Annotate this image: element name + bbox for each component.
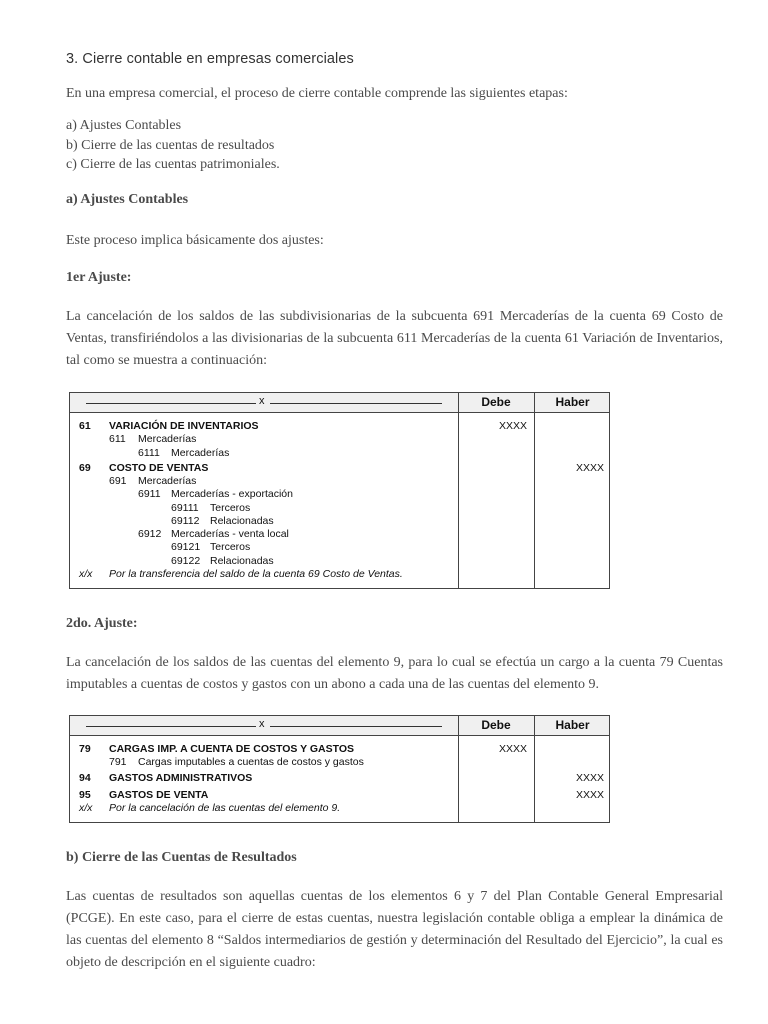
header-rule: [86, 726, 256, 727]
adjustment-2-title: 2do. Ajuste:: [66, 616, 138, 631]
header-haber: Haber: [555, 395, 590, 409]
account-name: Mercaderías - exportación: [171, 488, 293, 500]
debe-amount: XXXX: [499, 743, 528, 755]
account-name: COSTO DE VENTAS: [109, 462, 209, 474]
stage-item: c) Cierre de las cuentas patrimoniales.: [66, 157, 280, 172]
account-name: CARGAS IMP. A CUENTA DE COSTOS Y GASTOS: [109, 743, 355, 755]
account-name: GASTOS ADMINISTRATIVOS: [109, 772, 253, 784]
account-code: 791: [109, 756, 127, 768]
column-divider: [458, 393, 459, 588]
account-name: VARIACIÓN DE INVENTARIOS: [109, 420, 259, 432]
header-x-label: x: [259, 395, 265, 407]
account-name: GASTOS DE VENTA: [109, 789, 209, 801]
account-code: 69111: [171, 502, 199, 514]
account-name: Relacionadas: [210, 515, 274, 527]
account-code: 611: [109, 433, 126, 445]
section-a-intro: Este proceso implica básicamente dos ajustes:: [66, 233, 324, 248]
haber-amount: XXXX: [576, 462, 605, 474]
stages-list: [66, 116, 280, 175]
account-code: 69: [79, 462, 91, 474]
account-code: 6111: [138, 447, 160, 459]
account-code: 691: [109, 475, 127, 487]
journal-table-1: [69, 392, 610, 589]
section-a-title: a) Ajustes Contables: [66, 192, 189, 207]
header-rule: [270, 403, 442, 404]
stage-item: a) Ajustes Contables: [66, 118, 182, 133]
haber-amount: XXXX: [576, 789, 605, 801]
section-b-text: Las cuentas de resultados son aquellas cuentas de los elementos 6 y 7 del Plan Contable General Empresarial (PCGE). En este caso, para el cierre de estas cuentas, nuestra legislación contable obliga a emplear la dinámica de las cuentas del elemento 8 “Saldos intermediarios de gestión y determinación del Resultado del Ejercicio”, la cual es objeto de descripción en el siguiente cuadro:: [66, 889, 723, 970]
gloss-text: Por la transferencia del saldo de la cuenta 69 Costo de Ventas.: [109, 568, 403, 580]
account-name: Cargas imputables a cuentas de costos y gastos: [138, 756, 364, 768]
account-code: 61: [79, 420, 91, 432]
account-code: 69122: [171, 555, 201, 567]
account-name: Relacionadas: [210, 555, 274, 567]
stage-item: b) Cierre de las cuentas de resultados: [66, 137, 275, 153]
column-divider: [534, 393, 535, 588]
haber-amount: XXXX: [576, 772, 605, 784]
account-name: Terceros: [210, 502, 251, 514]
header-rule: [270, 726, 442, 727]
account-code: 6911: [138, 488, 161, 500]
gloss-code: x/x: [79, 568, 93, 580]
adjustment-1-title: 1er Ajuste:: [66, 270, 132, 285]
account-name: Mercaderías: [171, 447, 230, 459]
header-debe: Debe: [481, 395, 511, 409]
adjustment-2-text: La cancelación de los saldos de las cuentas del elemento 9, para lo cual se efectúa un cargo a la cuenta 79 Cuentas imputables a cuentas de costos y gastos con un abono a cada una de las cuentas del elemento 9.: [66, 655, 723, 692]
header-debe: Debe: [481, 718, 511, 732]
account-code: 95: [79, 789, 91, 801]
section-b-title: b) Cierre de las Cuentas de Resultados: [66, 850, 297, 865]
intro-paragraph: En una empresa comercial, el proceso de cierre contable comprende las siguientes etapas:: [66, 86, 568, 101]
account-name: Terceros: [210, 541, 251, 553]
account-code: 6912: [138, 528, 162, 540]
section-heading: 3. Cierre contable en empresas comerciales: [66, 51, 354, 67]
header-x-label: x: [259, 718, 265, 730]
account-code: 69112: [171, 515, 200, 527]
journal-table-2: [69, 715, 610, 823]
account-name: Mercaderías: [138, 475, 197, 487]
account-code: 94: [79, 772, 91, 784]
account-name: Mercaderías - venta local: [171, 528, 289, 540]
gloss-text: Por la cancelación de las cuentas del elemento 9.: [109, 802, 341, 814]
gloss-code: x/x: [79, 802, 93, 814]
header-rule: [86, 403, 256, 404]
account-code: 79: [79, 743, 91, 755]
debe-amount: XXXX: [499, 420, 528, 432]
account-code: 69121: [171, 541, 201, 553]
account-name: Mercaderías: [138, 433, 197, 445]
header-haber: Haber: [555, 718, 590, 732]
adjustment-1-text: La cancelación de los saldos de las subdivisionarias de la subcuenta 691 Mercaderías de la cuenta 69 Costo de Ventas, transfiriéndolos a las divisionarias de la subcuenta 611 Mercaderías de la cuenta 61 Variación de Inventarios, tal como se muestra a continuación:: [66, 309, 723, 368]
